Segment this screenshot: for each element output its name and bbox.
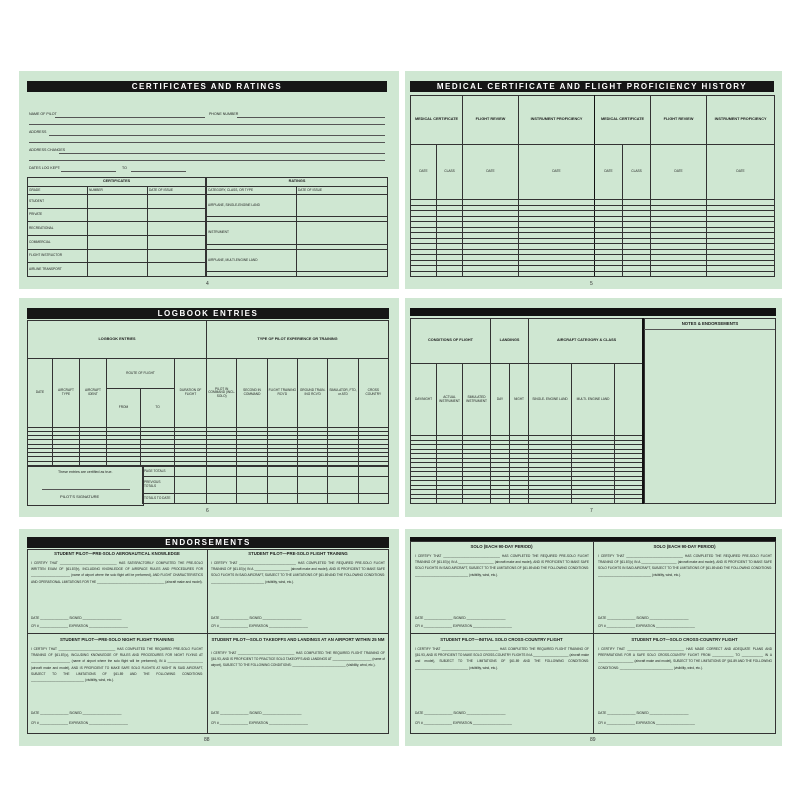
endorsement-title: SOLO (EACH 90-DAY PERIOD)	[653, 544, 716, 549]
signed-label: SIGNED	[636, 616, 649, 620]
endorsement-text: I CERTIFY THAT ________________________________ HAS COMPLETED THE REQUIRED PRE-SOLO FLIGHT TRAINING OF §61.87(o), INCLUDING KNOWLEDGE OF RULES AND PROCEDURES FOR NIGHT FLYING AT ______________________ (name of airport where the solo flight will be preformed), IN A ____________________ (aircraft make and model), AND IS PROFICIENT TO MAKE SAFE SOLO FLIGHTS AT NIGHT IN SAID AIRCRAFT, SUBJECT TO THE LIMITATIONS OF §61.89 AND THE FOLLOWING CONDITIONS: ______________________________ (visibility, wind, etc.).	[31, 647, 203, 683]
rating-row	[207, 272, 297, 277]
group-medical-certificate: MEDICAL CERTIFICATE	[411, 96, 463, 145]
group-medical-certificate: MEDICAL CERTIFICATE	[595, 96, 651, 145]
col-from: FROM	[107, 389, 141, 427]
page-number: 6	[206, 508, 209, 514]
group-flight-review: FLIGHT REVIEW	[651, 96, 707, 145]
cfi-label: CFI #	[598, 624, 606, 628]
col-class: CLASS	[623, 145, 651, 200]
group-flight-review: FLIGHT REVIEW	[463, 96, 519, 145]
totals-row	[143, 494, 389, 504]
expiration-label: EXPIRATION	[68, 624, 89, 628]
page-number: 89	[590, 737, 596, 743]
totals-label: PAGE TOTALS	[143, 467, 175, 477]
section-header: ENDORSEMENTS	[27, 537, 389, 548]
col-aircraft-type: AIRCRAFT TYPE	[53, 359, 80, 427]
experience-title: TYPE OF PILOT EXPERIENCE OR TRAINING	[207, 321, 389, 359]
col-day-night: DAY/NIGHT	[411, 364, 437, 436]
col-category-class-type: CATEGORY, CLASS, OR TYPE	[207, 187, 297, 195]
signed-label: SIGNED	[453, 711, 466, 715]
cfi-label: CFI #	[31, 721, 39, 725]
col-route-of-flight: ROUTE OF FLIGHT	[107, 359, 175, 389]
certification-text: These entries are certified as true.	[58, 470, 113, 474]
col-date-of-issue: DATE OF ISSUE	[148, 187, 206, 195]
signed-label: SIGNED	[249, 616, 262, 620]
medical-history-table	[410, 95, 775, 277]
endorsement-title: SOLO (EACH 90-DAY PERIOD)	[470, 544, 533, 549]
date-label: DATE	[211, 616, 220, 620]
endorsement-text: I CERTIFY THAT ________________________________ HAS COMPLETED THE REQUIRED PRE-SOLO FLIGHT TRAINING OF §61.87(c) IN A ____________________ (aircraft make and model), AND IS PROFICIENT TO MAKE SAFE SOLO FLIGHTS IN SAID AIRCRAFT, SUBJECT TO THE LIMITATIONS OF §61.89 AND THE FOLLOWING CONDITIONS: ______________________________ (visibility, wind, etc.).	[598, 554, 772, 577]
page-logbook-entries	[19, 298, 399, 517]
col-date: DATE	[519, 145, 595, 200]
totals-label: TOTALS TO DATE	[143, 494, 175, 504]
col-cross-country: CROSS COUNTRY	[358, 359, 388, 427]
cfi-label: CFI #	[211, 721, 219, 725]
col-to: TO	[141, 389, 175, 427]
grade-airline-transport: AIRLINE TRANSPORT	[28, 263, 88, 277]
col-night: NIGHT	[510, 364, 529, 436]
date-label: DATE	[31, 711, 40, 715]
col-multi-engine: MULTI- ENGINE LAND	[572, 364, 615, 436]
cfi-label: CFI #	[415, 721, 423, 725]
field-address: ADDRESS	[29, 130, 47, 134]
endorsement-title: STUDENT PILOT—PRE-SOLO AERONAUTICAL KNOWLEDGE	[54, 551, 180, 556]
date-label: DATE	[31, 616, 40, 620]
col-date: DATE	[707, 145, 775, 200]
field-dates-log-kept: DATES LOG KEPT:	[29, 166, 61, 170]
expiration-label: EXPIRATION	[248, 721, 269, 725]
endorsement-text: I CERTIFY THAT ________________________________ HAS COMPLETED THE REQUIRED FLIGHT TRAINING OF §61.93, AND IS PROFICIENT TO PRACTICE SOLO TAKEOFFS AND LANDINGS AT ______________________ (name of airport), SUBJECT TO THE FOLLOWING CONDITIONS: ______________________________ (visibility, wind, etc.).	[211, 651, 385, 668]
field-address-changes: ADDRESS CHANGES	[29, 148, 66, 152]
col-date: DATE	[28, 359, 53, 427]
page-conditions-and-notes	[405, 298, 782, 517]
col-simulator: SIMULATOR, FTD, or ATD	[328, 359, 358, 427]
landings-title: LANDINGS	[491, 319, 529, 364]
col-second-in-command: SECOND IN COMMAND	[237, 359, 267, 427]
page-endorsements-right: SOLO (EACH 90-DAY PERIOD) I CERTIFY THAT ________________________________ HAS COMPLETED THE REQUIRED PRE-SOLO FLIGHT TRAINING OF §61.87(c) IN A ____________________ (aircraft make and model), AND IS PROFICIENT TO MAKE SAFE SOLO FLIGHTS IN SAID AIRCRAFT, SUBJECT TO THE LIMITATIONS OF §61.89 AND THE FOLLOWING CONDITIONS: ______________________________ (visibility, wind, etc.). DATE ________________ SIGNED ______________________ CFI # ________________ EXPIRATION ______________________ SOLO (EACH 90-DAY PERIOD) I CERTIFY THAT ________________________________ HAS COMPLETED THE REQUIRED PRE-SOLO FLIGHT TRAINING OF §61.87(c) IN A ____________________ (aircraft make and model), AND IS PROFICIENT TO MAKE SAFE SOLO FLIGHTS IN SAID AIRCRAFT, SUBJECT TO THE LIMITATIONS OF §61.89 AND THE FOLLOWING CONDITIONS: ______________________________ (visibility, wind, etc.). DATE ________________ SIGNED ______________________ CFI # ________________ EXPIRATION ______________________ STUDENT PILOT—INITIAL SOLO CROSS-COUNTRY FLIGHT I CERTIFY THAT ________________________________ HAS COMPLETED THE REQUIRED FLIGHT TRAINING OF §61.93, AND IS PROFICIENT TO MAKE SOLO CROSS-COUNTRY FLIGHTS IN A ____________________ (aircraft make and model), SUBJECT TO THE LIMITATIONS OF §61.89 AND THE FOLLOWING CONDITIONS: ______________________________ (visibility, wind, etc.). DATE ________________ SIGNED ______________________ CFI # ________________ EXPIRATION ______________________ STUDENT PILOT—SOLO CROSS-COUNTRY FLIGHT I CERTIFY THAT ________________________________ HAS MADE CORRECT AND ADEQUATE PLANS AND PREPARATIONS FOR A SAFE SOLO CROSS-COUNTRY FLIGHT FROM ____________ TO ____________ IN A ____________________ (aircraft make and model), SUBJECT TO THE LIMITATIONS OF §61.89 AND THE FOLLOWING CONDITIONS: ______________________________ (visibility, wind, etc.). DATE ________________ SIGNED ______________________ CFI # ________________ EXPIRATION ______________________ 89	[405, 529, 782, 746]
cfi-label: CFI #	[31, 624, 39, 628]
col-simulated-instrument: SIMULATED INSTRUMENT	[463, 364, 491, 436]
col-day: DAY	[491, 364, 510, 436]
col-date: DATE	[463, 145, 519, 200]
endorsement-text: I CERTIFY THAT ________________________________ HAS COMPLETED THE REQUIRED PRE-SOLO FLIGHT TRAINING OF §61.87(c) IN A ____________________ (aircraft make and model), AND IS PROFICIENT TO MAKE SAFE SOLO FLIGHTS IN SAID AIRCRAFT, SUBJECT TO THE LIMITATIONS OF §61.89 AND THE FOLLOWING CONDITIONS: ______________________________ (visibility, wind, etc.).	[415, 554, 589, 577]
page-number: 5	[590, 281, 593, 287]
rating-row: AIRPLANE, SINGLE-ENGINE LAND	[207, 195, 297, 217]
col-aircraft-ident: AIRCRAFT IDENT	[80, 359, 107, 427]
field-name-of-pilot: NAME OF PILOT	[29, 112, 57, 116]
conditions-title: CONDITIONS OF FLIGHT	[411, 319, 491, 364]
pilot-experience-table	[206, 320, 389, 466]
logbook-entries-table	[27, 320, 207, 466]
col-date: DATE	[411, 145, 437, 200]
grade-flight-instructor: FLIGHT INSTRUCTOR	[28, 249, 88, 263]
col-pilot-in-command: PILOT IN COMMAND (INCL. SOLO)	[207, 359, 237, 427]
date-label: DATE	[598, 616, 607, 620]
signed-label: SIGNED	[249, 711, 262, 715]
date-label: DATE	[415, 711, 424, 715]
col-date: DATE	[651, 145, 707, 200]
table-row	[411, 271, 775, 277]
expiration-label: EXPIRATION	[68, 721, 89, 725]
expiration-label: EXPIRATION	[635, 721, 656, 725]
table-row	[28, 461, 207, 465]
cfi-label: CFI #	[415, 624, 423, 628]
page-medical-and-proficiency	[405, 71, 782, 289]
certificates-table	[27, 177, 206, 277]
signed-label: SIGNED	[69, 711, 82, 715]
col-ground-training: GROUND TRAIN- ING RCV'D	[297, 359, 327, 427]
col-number: NUMBER	[88, 187, 148, 195]
page-number: 7	[590, 508, 593, 514]
col-single-engine: SINGLE- ENGINE LAND	[529, 364, 572, 436]
col-actual-instrument: ACTUAL INSTRUMENT	[437, 364, 463, 436]
cfi-label: CFI #	[211, 624, 219, 628]
section-header: CERTIFICATES AND RATINGS	[27, 81, 387, 92]
date-label: DATE	[415, 616, 424, 620]
expiration-label: EXPIRATION	[635, 624, 656, 628]
endorsement-title: STUDENT PILOT—PRE-SOLO NIGHT FLIGHT TRAINING	[59, 637, 175, 642]
endorsement-text: I CERTIFY THAT ________________________________ HAS SATISFACTORILY COMPLETED THE PRE-SOLO WRITTEN EXAM OF §61.87(b), INCLUDING KNOWLEDGE OF AIRSPACE RULES AND PROCEDURES FOR ______________________ (name of airport where the solo flight will be preformed), AND FLIGHT CHARACTERISTICS AND OPERATIONAL LIMITATIONS FOR THE ______________________________________ (aircraft make and model).	[31, 561, 203, 584]
signed-label: SIGNED	[69, 616, 82, 620]
pilot-signature-label: PILOT'S SIGNATURE	[60, 494, 100, 499]
certification-block	[27, 466, 144, 506]
expiration-label: EXPIRATION	[452, 721, 473, 725]
cfi-label: CFI #	[598, 721, 606, 725]
totals-row	[143, 476, 389, 493]
endorsement-text: I CERTIFY THAT ________________________________ HAS MADE CORRECT AND ADEQUATE PLANS AND PREPARATIONS FOR A SAFE SOLO CROSS-COUNTRY FLIGHT FROM ____________ TO ____________ IN A ____________________ (aircraft make and model), SUBJECT TO THE LIMITATIONS OF §61.89 AND THE FOLLOWING CONDITIONS: ______________________________ (visibility, wind, etc.).	[598, 647, 772, 670]
date-label: DATE	[211, 711, 220, 715]
totals-label: PREVIOUS TOTALS	[143, 476, 175, 493]
endorsement-text: I CERTIFY THAT ________________________________ HAS COMPLETED THE REQUIRED FLIGHT TRAINING OF §61.93, AND IS PROFICIENT TO MAKE SOLO CROSS-COUNTRY FLIGHTS IN A ____________________ (aircraft make and model), SUBJECT TO THE LIMITATIONS OF §61.89 AND THE FOLLOWING CONDITIONS: ______________________________ (visibility, wind, etc.).	[415, 647, 589, 670]
totals-table	[142, 466, 389, 504]
table-row	[207, 461, 389, 465]
col-date: DATE	[595, 145, 623, 200]
ratings-title: RATINGS	[207, 178, 388, 187]
grade-commercial: COMMERCIAL	[28, 235, 88, 249]
page-endorsements-left: ENDORSEMENTS STUDENT PILOT—PRE-SOLO AERONAUTICAL KNOWLEDGE I CERTIFY THAT ________________________________ HAS SATISFACTORILY COMPLETED THE PRE-SOLO WRITTEN EXAM OF §61.87(b), INCLUDING KNOWLEDGE OF AIRSPACE RULES AND PROCEDURES FOR ______________________ (name of airport where the solo flight will be preformed), AND FLIGHT CHARACTERISTICS AND OPERATIONAL LIMITATIONS FOR THE ______________________________________ (aircraft make and model). DATE ________________ SIGNED ______________________ CFI # ________________ EXPIRATION ______________________ STUDENT PILOT—PRE-SOLO FLIGHT TRAINING I CERTIFY THAT ________________________________ HAS COMPLETED THE REQUIRED PRE-SOLO FLIGHT TRAINING OF §61.87(c) IN A ____________________ (aircraft make and model), AND IS PROFICIENT TO MAKE SAFE SOLO FLIGHTS IN SAID AIRCRAFT, SUBJECT TO THE LIMITATIONS OF §61.89 AND THE FOLLOWING CONDITIONS: ______________________________ (visibility, wind, etc.). DATE ________________ SIGNED ______________________ CFI # ________________ EXPIRATION ______________________ STUDENT PILOT—PRE-SOLO NIGHT FLIGHT TRAINING I CERTIFY THAT ________________________________ HAS COMPLETED THE REQUIRED PRE-SOLO FLIGHT TRAINING OF §61.87(o), INCLUDING KNOWLEDGE OF RULES AND PROCEDURES FOR NIGHT FLYING AT ______________________ (name of airport where the solo flight will be preformed), IN A ____________________ (aircraft make and model), AND IS PROFICIENT TO MAKE SAFE SOLO FLIGHTS AT NIGHT IN SAID AIRCRAFT, SUBJECT TO THE LIMITATIONS OF §61.89 AND THE FOLLOWING CONDITIONS: ______________________________ (visibility, wind, etc.). DATE ________________ SIGNED ______________________ CFI # ________________ EXPIRATION ______________________ STUDENT PILOT—SOLO TAKEOFFS AND LANDINGS AT AN AIRPORT WITHIN 25 NM I CERTIFY THAT ________________________________ HAS COMPLETED THE REQUIRED FLIGHT TRAINING OF §61.93, AND IS PROFICIENT TO PRACTICE SOLO TAKEOFFS AND LANDINGS AT ______________________ (name of airport), SUBJECT TO THE FOLLOWING CONDITIONS: ______________________________ (visibility, wind, etc.). DATE ________________ SIGNED ______________________ CFI # ________________ EXPIRATION ______________________ 88	[19, 529, 399, 746]
page-number: 4	[206, 281, 209, 287]
date-label: DATE	[598, 711, 607, 715]
field-phone-number: PHONE NUMBER	[209, 112, 239, 116]
col-grade: GRADE	[28, 187, 88, 195]
col-duration-of-flight: DURATION OF FLIGHT	[175, 359, 207, 427]
grade-student: STUDENT	[28, 195, 88, 209]
conditions-table	[410, 318, 645, 504]
rating-row: INSTRUMENT	[207, 222, 297, 244]
grade-recreational: RECREATIONAL	[28, 222, 88, 236]
page-number: 88	[204, 737, 210, 743]
page-certificates-and-ratings	[19, 71, 399, 289]
endorsement-title: STUDENT PILOT—INITIAL SOLO CROSS-COUNTRY FLIGHT	[440, 637, 563, 642]
table-row	[411, 499, 645, 504]
group-instrument-proficiency: INSTRUMENT PROFICIENCY	[707, 96, 775, 145]
col-class: CLASS	[437, 145, 463, 200]
aircraft-title: AIRCRAFT CATEGORY & CLASS	[529, 319, 645, 364]
expiration-label: EXPIRATION	[452, 624, 473, 628]
signed-label: SIGNED	[453, 616, 466, 620]
section-header: LOGBOOK ENTRIES	[27, 308, 389, 319]
expiration-label: EXPIRATION	[248, 624, 269, 628]
endorsement-title: STUDENT PILOT—SOLO TAKEOFFS AND LANDINGS AT AN AIRPORT WITHIN 25 NM	[211, 637, 385, 642]
section-header: MEDICAL CERTIFICATE AND FLIGHT PROFICIENCY HISTORY	[410, 81, 774, 92]
rating-row: AIRPLANE, MULTI-ENGINE LAND	[207, 249, 297, 271]
col-rating-date-of-issue: DATE OF ISSUE	[297, 187, 388, 195]
certificates-title: CERTIFICATES	[28, 178, 206, 187]
col-flight-training: FLIGHT TRAINING RCV'D	[267, 359, 297, 427]
totals-row	[143, 467, 389, 477]
endorsement-text: I CERTIFY THAT ________________________________ HAS COMPLETED THE REQUIRED PRE-SOLO FLIGHT TRAINING OF §61.87(c) IN A ____________________ (aircraft make and model), AND IS PROFICIENT TO MAKE SAFE SOLO FLIGHTS IN SAID AIRCRAFT, SUBJECT TO THE LIMITATIONS OF §61.89 AND THE FOLLOWING CONDITIONS: ______________________________ (visibility, wind, etc.).	[211, 561, 385, 584]
ratings-table	[206, 177, 388, 277]
grade-private: PRIVATE	[28, 208, 88, 222]
field-dates-to: TO	[122, 166, 127, 170]
endorsement-title: STUDENT PILOT—PRE-SOLO FLIGHT TRAINING	[248, 551, 348, 556]
signed-label: SIGNED	[636, 711, 649, 715]
endorsement-title: STUDENT PILOT—SOLO CROSS-COUNTRY FLIGHT	[631, 637, 738, 642]
logbook-left-title: LOGBOOK ENTRIES	[28, 321, 207, 359]
notes-endorsements-box	[644, 318, 776, 504]
notes-title: NOTES & ENDORSEMENTS	[681, 321, 739, 326]
group-instrument-proficiency: INSTRUMENT PROFICIENCY	[519, 96, 595, 145]
